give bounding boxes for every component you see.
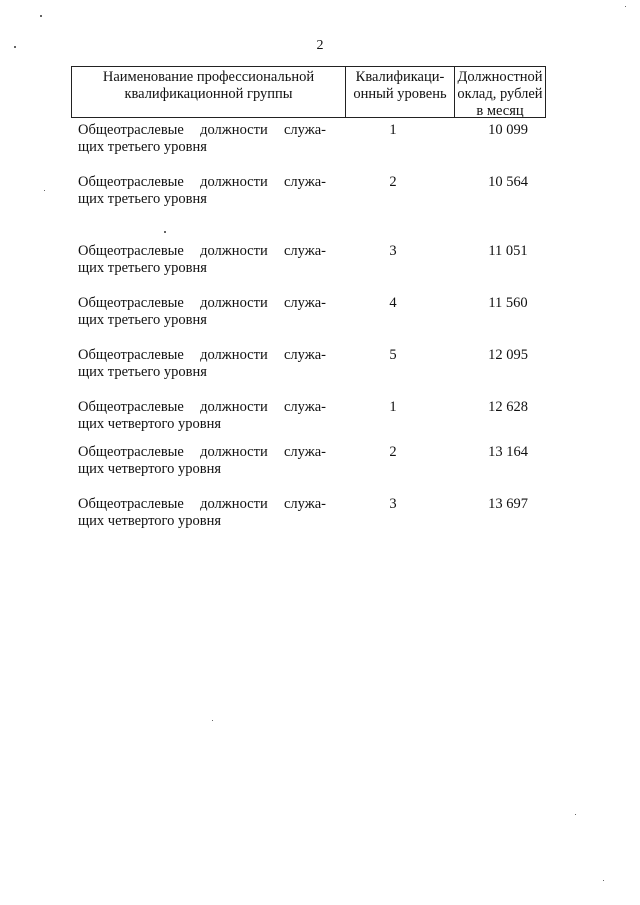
scan-speck (625, 6, 626, 7)
row-name-line-1: Общеотраслевые должности служа- (78, 122, 326, 138)
row-name-line-2: щих четвертого уровня (78, 461, 222, 477)
row-group-name (78, 496, 326, 530)
row-name-line-2: щих третьего уровня (78, 312, 207, 328)
row-level: 3 (389, 496, 397, 512)
row-name-line-1: Общеотраслевые должности служа- (78, 174, 326, 190)
row-name-line-1: Общеотраслевые должности служа- (78, 243, 326, 259)
header-salary-line-1: Должностной (457, 69, 543, 85)
row-name-line-1: Общеотраслевые должности служа- (78, 444, 326, 460)
row-group-name (78, 243, 326, 277)
scan-speck (44, 190, 45, 191)
row-salary: 10 564 (488, 174, 528, 190)
header-group-line-2: квалификационной группы (124, 86, 293, 102)
row-group-name (78, 399, 326, 433)
row-name-line-2: щих третьего уровня (78, 191, 207, 207)
scan-speck (575, 814, 576, 815)
row-salary: 11 560 (488, 295, 528, 311)
row-salary: 12 095 (488, 347, 528, 363)
row-name-line-2: щих третьего уровня (78, 139, 207, 155)
header-group-line-1: Наименование профессиональной (102, 69, 315, 85)
header-qualification-level (346, 67, 455, 117)
row-name-line-2: щих третьего уровня (78, 364, 207, 380)
row-group-name (78, 122, 326, 156)
row-level: 5 (389, 347, 397, 363)
row-level: 1 (389, 122, 397, 138)
scan-speck (40, 15, 42, 17)
row-salary: 13 164 (488, 444, 528, 460)
row-group-name (78, 347, 326, 381)
row-level: 3 (389, 243, 397, 259)
row-group-name (78, 444, 326, 478)
row-name-line-1: Общеотраслевые должности служа- (78, 399, 326, 415)
row-name-line-1: Общеотраслевые должности служа- (78, 496, 326, 512)
header-salary (455, 67, 545, 117)
scan-speck (603, 880, 604, 881)
row-group-name (78, 174, 326, 208)
row-group-name (78, 295, 326, 329)
row-salary: 11 051 (488, 243, 528, 259)
row-name-line-2: щих четвертого уровня (78, 416, 222, 432)
scan-speck (14, 46, 16, 48)
page-number: 2 (316, 38, 324, 53)
row-name-line-1: Общеотраслевые должности служа- (78, 347, 326, 363)
row-salary: 12 628 (488, 399, 528, 415)
row-level: 2 (389, 444, 397, 460)
row-name-line-2: щих третьего уровня (78, 260, 207, 276)
scan-speck (212, 720, 213, 721)
row-name-line-2: щих четвертого уровня (78, 513, 222, 529)
row-salary: 13 697 (488, 496, 528, 512)
header-level-line-2: онный уровень (353, 86, 447, 102)
header-level-line-1: Квалификаци- (355, 69, 445, 85)
header-salary-line-2: оклад, рублей (457, 86, 543, 102)
row-level: 1 (389, 399, 397, 415)
header-salary-line-3: в месяц (476, 103, 524, 119)
row-level: 4 (389, 295, 397, 311)
row-name-line-1: Общеотраслевые должности служа- (78, 295, 326, 311)
row-level: 2 (389, 174, 397, 190)
scan-speck (164, 231, 166, 233)
row-salary: 10 099 (488, 122, 528, 138)
table-header (71, 66, 546, 118)
header-group-name (72, 67, 346, 117)
